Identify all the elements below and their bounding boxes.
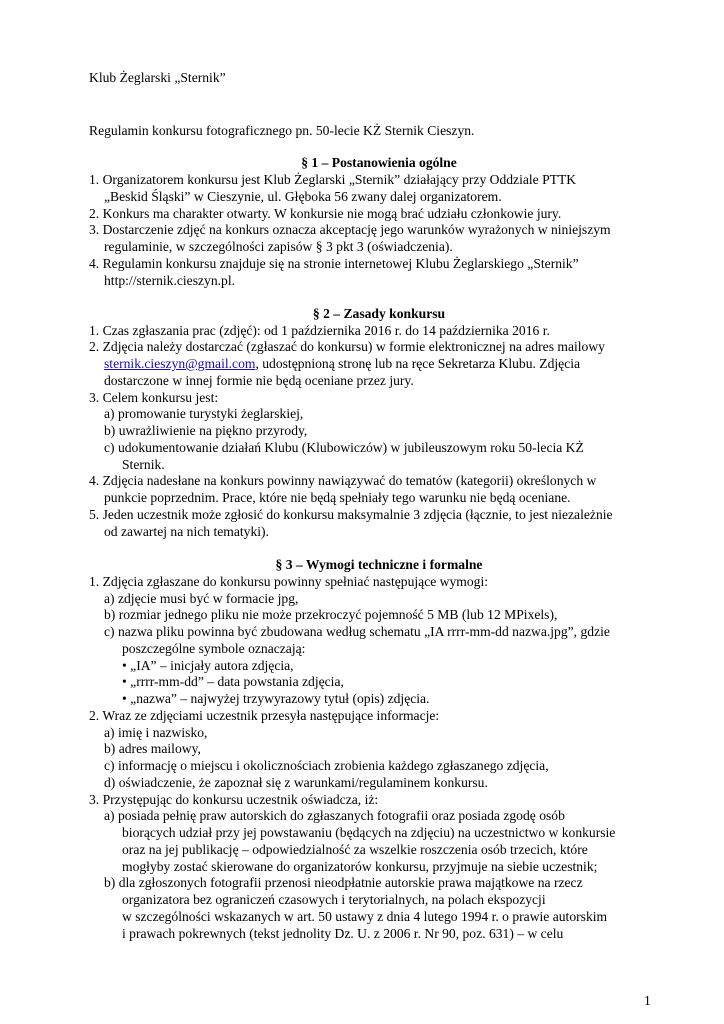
list-line: a) posiada pełnię praw autorskich do zgłaszanych fotografii oraz posiada zgodę osób (104, 808, 565, 823)
list-line: punkcie poprzednim. Prace, które nie będą spełniały tego warunku nie będą oceniane. (104, 490, 571, 505)
email-link[interactable]: sternik.cieszyn@gmail.com (104, 356, 256, 371)
list-line: 3. Dostarczenie zdjęć na konkurs oznacza akceptację jego warunków wyrażonych w niniejszym (89, 222, 611, 237)
list-line (104, 356, 580, 373)
list-line: http://sternik.cieszyn.pl. (104, 273, 236, 288)
club-name: Klub Żeglarski „Sternik” (89, 70, 226, 85)
list-line: dostarczone w innej formie nie będą oceniane przez jury. (104, 373, 414, 388)
list-line: 4. Regulamin konkursu znajduje się na stronie internetowej Klubu Żeglarskiego „Sternik” (89, 256, 579, 271)
section-2-heading: § 2 – Zasady konkursu (312, 306, 446, 321)
list-line: 1. Organizatorem konkursu jest Klub Żeglarski „Sternik” działający przy Oddziale PTTK (89, 172, 577, 187)
list-line: 3. Celem konkursu jest: (89, 390, 219, 405)
page-number: 1 (644, 992, 651, 1008)
list-line: c) informację o miejscu i okolicznościach zrobienia każdego zgłaszanego zdjęcia, (104, 758, 549, 773)
list-line: „Beskid Śląski” w Cieszynie, ul. Głęboka 56 zwany dalej organizatorem. (104, 189, 502, 204)
list-line: 1. Zdjęcia zgłaszane do konkursu powinny spełniać następujące wymogi: (89, 574, 489, 589)
section-1-heading: § 1 – Postanowienia ogólne (301, 155, 457, 170)
list-line: d) oświadczenie, że zapoznał się z warunkami/regulaminem konkursu. (104, 775, 488, 790)
list-line: 1. Czas zgłaszania prac (zdjęć): od 1 października 2016 r. do 14 października 2016 r. (89, 323, 550, 338)
list-line: 5. Jeden uczestnik może zgłosić do konkursu maksymalnie 3 zdjęcia (łącznie, to jest niezależnie (89, 507, 613, 522)
list-line: 4. Zdjęcia nadesłane na konkurs powinny nawiązywać do tematów (kategorii) określonych w (89, 473, 597, 488)
list-line: 2. Zdjęcia należy dostarczać (zgłaszać do konkursu) w formie elektronicznej na adres mailowy (89, 339, 605, 354)
list-line: a) zdjęcie musi być w formacie jpg, (104, 591, 299, 606)
list-line: organizatora bez ograniczeń czasowych i terytorialnych, na polach ekspozycji (122, 892, 546, 907)
list-line: 3. Przystępując do konkursu uczestnik oświadcza, iż: (89, 792, 379, 807)
list-line: 2. Konkurs ma charakter otwarty. W konkursie nie mogą brać udziału członkowie jury. (89, 206, 562, 221)
list-line: b) uwrażliwienie na piękno przyrody, (104, 423, 308, 438)
list-line: • „nazwa” – najwyżej trzywyrazowy tytuł (opis) zdjęcia. (122, 691, 430, 706)
list-line: od zawartej na nich tematyki). (104, 524, 269, 539)
list-line: b) adres mailowy, (104, 741, 201, 756)
list-line: a) imię i nazwisko, (104, 725, 208, 740)
list-line-text: , udostępnioną stronę lub na ręce Sekretarza Klubu. Zdjęcia (255, 356, 581, 371)
document-title: Regulamin konkursu fotograficznego pn. 50-lecie KŻ Sternik Cieszyn. (89, 123, 475, 138)
list-line: biorących udział przy jej powstawaniu (będących na zdjęciu) na uczestnictwo w konkursie (122, 825, 616, 840)
list-line: mogłyby zostać skierowane do organizatorów konkursu, przyjmuje na siebie uczestnik; (122, 859, 598, 874)
list-line: a) promowanie turystyki żeglarskiej, (104, 406, 304, 421)
list-line: c) udokumentowanie działań Klubu (Klubowiczów) w jubileuszowym roku 50-lecia KŻ (104, 440, 584, 455)
list-line: • „IA” – inicjały autora zdjęcia, (122, 658, 294, 673)
list-line: oraz na jej publikację – odpowiedzialność za wszelkie roszczenia osób trzecich, które (122, 842, 588, 857)
list-line: w szczególności wskazanych w art. 50 ustawy z dnia 4 lutego 1994 r. o prawie autorskim (122, 909, 608, 924)
list-line: poszczególne symbole oznaczają: (122, 641, 306, 656)
list-line: regulaminie, w szczególności zapisów § 3 pkt 3 (oświadczenia). (104, 239, 453, 254)
list-line: c) nazwa pliku powinna być zbudowana według schematu „IA rrrr-mm-dd nazwa.jpg”, gdzie (104, 624, 610, 639)
list-line: 2. Wraz ze zdjęciami uczestnik przesyła następujące informacje: (89, 708, 440, 723)
section-3-heading: § 3 – Wymogi techniczne i formalne (275, 557, 483, 572)
list-line: b) rozmiar jednego pliku nie może przekroczyć pojemność 5 MB (lub 12 MPixels), (104, 607, 558, 622)
list-line: i prawach pokrewnych (tekst jednolity Dz. U. z 2006 r. Nr 90, poz. 631) – w celu (122, 926, 564, 941)
list-line: b) dla zgłoszonych fotografii przenosi nieodpłatnie autorskie prawa majątkowe na rzecz (104, 875, 583, 890)
list-line: • „rrrr-mm-dd” – data powstania zdjęcia, (122, 674, 344, 689)
list-line: Sternik. (122, 457, 165, 472)
